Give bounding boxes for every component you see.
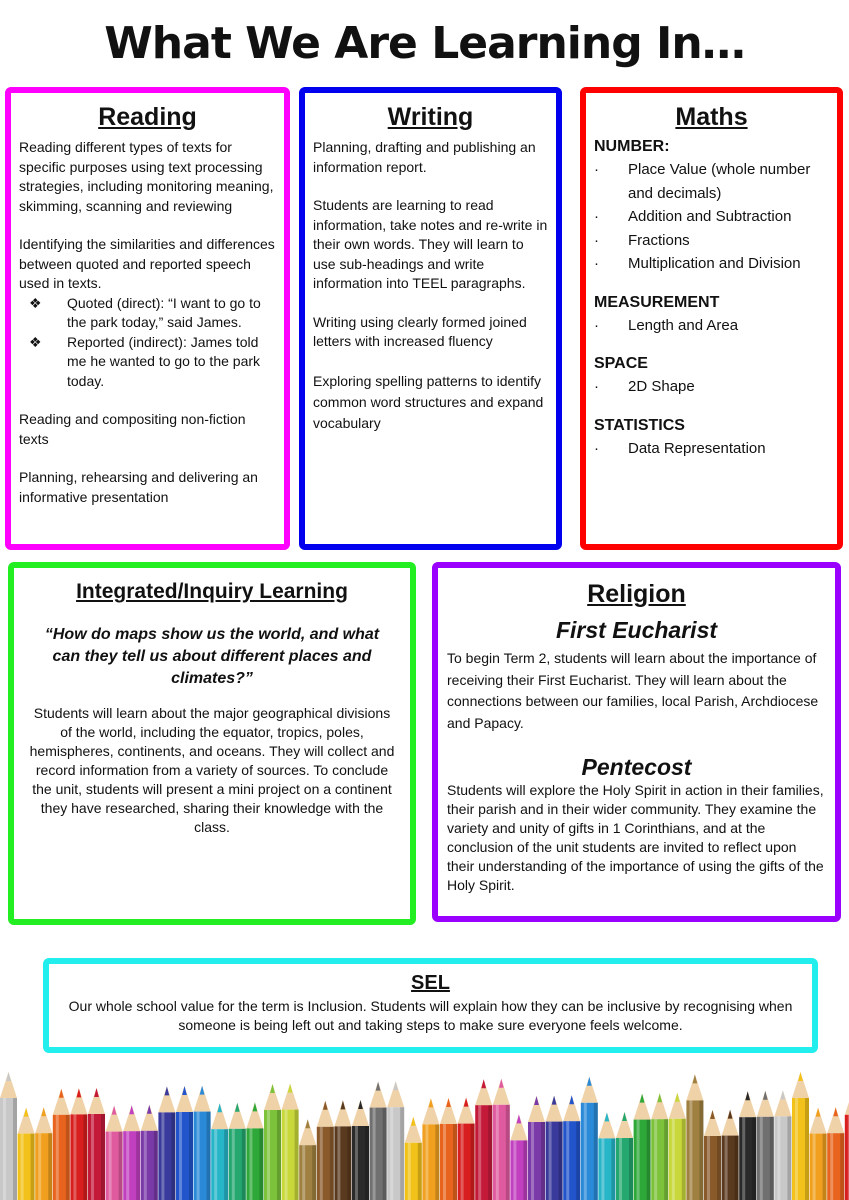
pencil: [686, 1074, 703, 1200]
pencil: [176, 1086, 193, 1200]
writing-content: [305, 138, 556, 434]
pencil: [106, 1106, 123, 1200]
reading-paragraph: Planning, rehearsing and delivering an informative presentation: [19, 469, 258, 505]
reading-panel: [5, 87, 290, 550]
dot-bullet-icon: ·: [594, 439, 599, 457]
diamond-bullet-icon: ❖: [29, 294, 42, 311]
pencil: [792, 1072, 809, 1200]
pencil: [440, 1098, 457, 1200]
pencil: [123, 1105, 140, 1200]
maths-item: · Data Representation: [594, 437, 831, 461]
maths-section-title: STATISTICS: [594, 416, 685, 434]
pencil: [282, 1084, 299, 1200]
pencil: [563, 1095, 580, 1200]
pencil: [334, 1100, 351, 1200]
pencil: [18, 1108, 35, 1200]
pencil: [317, 1101, 334, 1200]
religion-subheading: First Eucharist: [555, 617, 718, 643]
pencil: [0, 1072, 17, 1200]
dot-bullet-icon: ·: [594, 316, 599, 334]
pencil: [810, 1108, 827, 1200]
pencil: [70, 1088, 87, 1200]
pencil: [53, 1089, 70, 1200]
maths-item: · Multiplication and Division: [594, 252, 831, 276]
pencil: [35, 1107, 52, 1200]
reading-heading: Reading: [98, 103, 197, 131]
reading-bullet: [19, 333, 276, 392]
pencil: [598, 1112, 615, 1200]
pencil: [299, 1119, 316, 1200]
pencil: [264, 1084, 281, 1200]
pencil: [370, 1082, 387, 1200]
pencil: [546, 1096, 563, 1200]
reading-paragraph: Reading and compositing non-fiction texts: [19, 411, 246, 447]
religion-text: Students will explore the Holy Spirit in action in their families, their parish and in their wider community. They examine the variety and unity of gifts in 1 Corinthians, and at the conclusion of the unit students are invited to reflect upon their understanding of the importance of using the gifts of the Holy Spirit.: [447, 782, 824, 893]
pencil: [774, 1090, 791, 1200]
writing-heading: Writing: [387, 103, 474, 131]
inquiry-heading: Integrated/Inquiry Learning: [76, 580, 348, 603]
pencil: [669, 1093, 686, 1200]
reading-bullet-text: Reported (indirect): James told me he wanted to go to the park today.: [67, 333, 261, 389]
pencil: [722, 1110, 739, 1200]
writing-paragraph: Exploring spelling patterns to identify common word structures and expand vocabulary: [313, 372, 544, 431]
maths-item: · 2D Shape: [594, 375, 831, 399]
dot-bullet-icon: ·: [594, 231, 599, 249]
pencil: [493, 1079, 510, 1200]
pencil: [845, 1089, 849, 1200]
religion-text: To begin Term 2, students will learn about the importance of receiving their First Eucharist. They will learn about the connections between our families, local Parish, Archdiocese and Papacy.: [447, 650, 819, 731]
pencil: [141, 1105, 158, 1200]
inquiry-question: “How do maps show us the world, and what can they tell us about different places and climates?”: [44, 626, 380, 687]
pencil: [510, 1114, 527, 1200]
writing-panel: [299, 87, 562, 550]
dot-bullet-icon: ·: [594, 208, 599, 225]
pencil: [211, 1103, 228, 1200]
reading-paragraph: Reading different types of texts for specific purposes using text processing strategies, including monitoring meaning, skimming, scanning and reviewing: [19, 139, 274, 214]
diamond-bullet-icon: ❖: [29, 333, 42, 350]
reading-bullet-text: Quoted (direct): “I want to go to the park today,” said James.: [67, 294, 261, 330]
inquiry-body: Students will learn about the major geographical divisions of the world, including the equator, tropics, poles, hemispheres, continents, and oceans. They will collect and record information from a variety of sources. To conclude the unit, students will present a mini project on a continent they have researched, sharing their knowledge with the class.: [29, 705, 395, 835]
dot-bullet-icon: ·: [594, 161, 599, 178]
pencil: [387, 1081, 404, 1200]
religion-panel: [432, 562, 841, 922]
pencil: [827, 1107, 844, 1200]
sel-panel: [43, 958, 818, 1053]
page-title: What We Are Learning In…: [104, 18, 745, 69]
sel-heading: SEL: [411, 972, 450, 994]
maths-section-title: MEASUREMENT: [594, 293, 720, 311]
inquiry-panel: [8, 562, 416, 925]
dot-bullet-icon: ·: [594, 255, 599, 272]
reading-paragraph: Identifying the similarities and differences between quoted and reported speech used in texts.: [19, 236, 275, 291]
writing-paragraph: Planning, drafting and publishing an information report.: [313, 139, 536, 175]
pencil: [581, 1077, 598, 1200]
pencil: [194, 1086, 211, 1200]
sel-body: Our whole school value for the term is Inclusion. Students will explain how they can be inclusive by recognising when someone is being left out and taking steps to make sure everyone feels welcome.: [68, 998, 793, 1033]
maths-item: · Addition and Subtraction: [594, 205, 831, 229]
maths-item: · Place Value (whole number and decimals): [594, 158, 831, 205]
pencil: [458, 1098, 475, 1200]
pencil: [616, 1112, 633, 1200]
pencil: [158, 1086, 175, 1200]
pencil: [704, 1110, 721, 1200]
pencil: [739, 1091, 756, 1200]
pencil: [634, 1094, 651, 1200]
maths-heading: Maths: [675, 103, 748, 131]
writing-paragraph: Writing using clearly formed joined letters with increased fluency: [313, 313, 527, 349]
maths-section-title: SPACE: [594, 355, 648, 372]
pencil: [422, 1098, 439, 1200]
pencil: [528, 1096, 545, 1200]
pencil: [246, 1102, 263, 1200]
maths-section-title: NUMBER:: [594, 138, 670, 155]
pencil: [229, 1103, 246, 1200]
religion-subheading: Pentecost: [581, 754, 692, 780]
maths-panel: [580, 87, 843, 550]
reading-bullet: [19, 294, 276, 333]
pencil: [651, 1093, 668, 1200]
pencil: [405, 1117, 422, 1200]
colored-pencils-icon: [0, 1050, 849, 1200]
reading-content: [11, 138, 284, 507]
maths-content: [586, 138, 837, 460]
pencil: [475, 1079, 492, 1200]
maths-item: · Length and Area: [594, 314, 831, 338]
pencil: [88, 1088, 105, 1200]
religion-heading: Religion: [587, 580, 686, 608]
maths-item: · Fractions: [594, 229, 831, 253]
writing-paragraph: Students are learning to read information, take notes and re-write in their own words. They will learn to use sub-headings and write information into TEEL paragraphs.: [313, 197, 548, 291]
pencil: [352, 1100, 369, 1200]
pencil: [757, 1091, 774, 1200]
dot-bullet-icon: ·: [594, 378, 599, 395]
